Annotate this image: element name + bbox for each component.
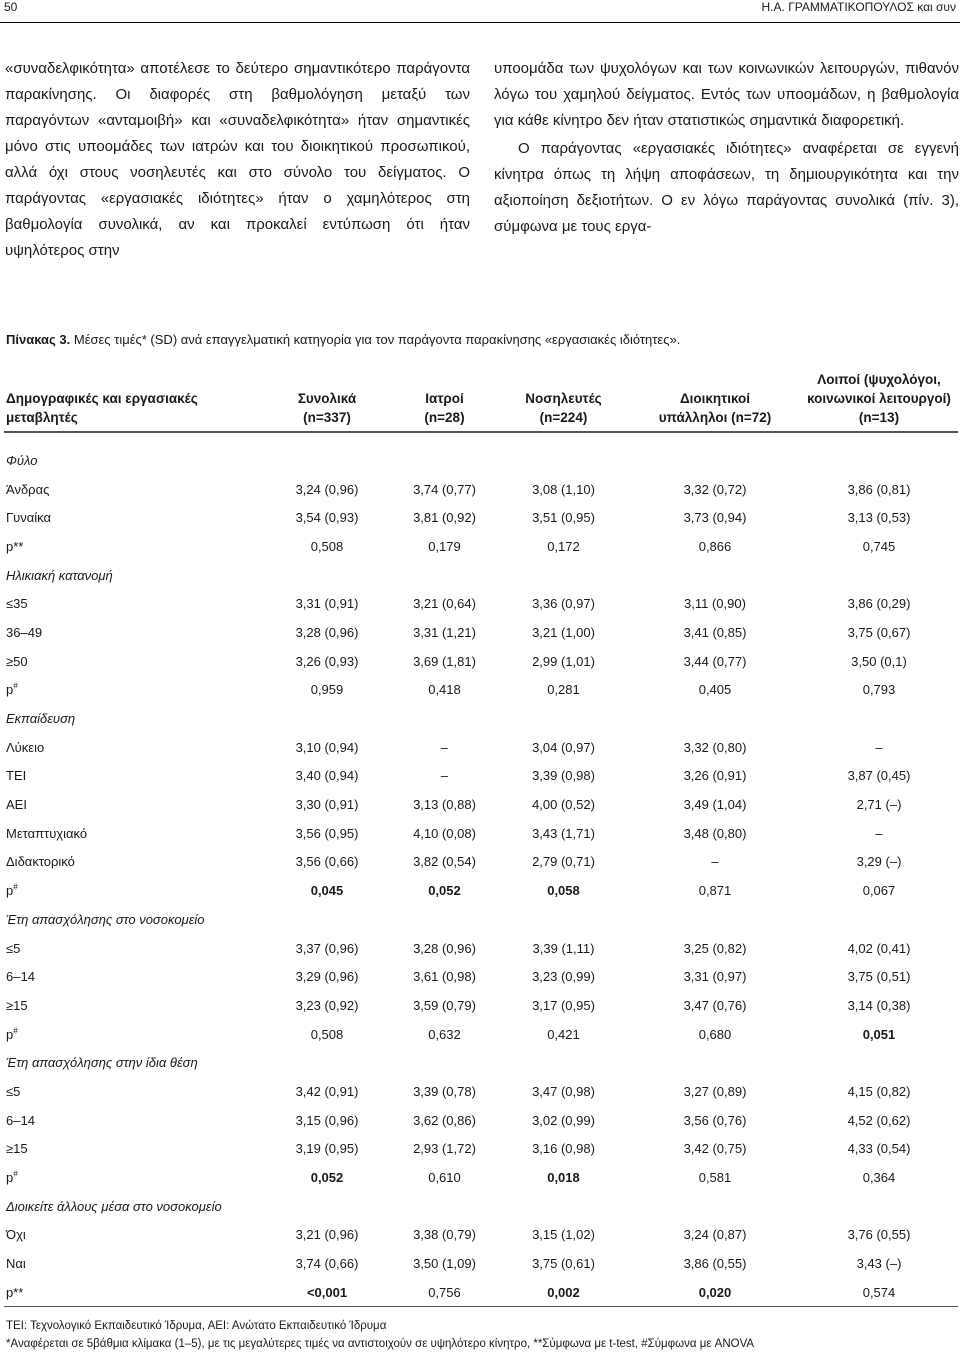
table-cell: 4,52 (0,62) bbox=[847, 1112, 911, 1128]
table-section-row bbox=[4, 1048, 958, 1077]
table-cell: 3,86 (0,29) bbox=[847, 596, 911, 612]
table-cell: 3,24 (0,96) bbox=[295, 481, 359, 497]
table-section-row bbox=[4, 1192, 958, 1221]
table-cell: 0,581 bbox=[698, 1170, 732, 1186]
table-cell: 3,28 (0,96) bbox=[295, 624, 359, 640]
row-label: p# bbox=[6, 882, 18, 899]
table-cell: 0,405 bbox=[698, 682, 732, 698]
table-cell: 3,24 (0,87) bbox=[683, 1227, 747, 1243]
row-label: ΤΕΙ bbox=[6, 768, 27, 784]
row-label: ≥15 bbox=[6, 997, 28, 1013]
row-label: ΑΕΙ bbox=[6, 797, 27, 813]
table-cell: 3,61 (0,98) bbox=[413, 969, 476, 985]
table-cell: 3,13 (0,53) bbox=[847, 510, 911, 526]
footnote-abbreviations: ΤΕΙ: Τεχνολογικό Εκπαιδευτικό Ίδρυμα, ΑΕΙ: Ανώτατο Εκπαιδευτικό Ίδρυμα bbox=[6, 1320, 387, 1332]
table-row bbox=[4, 676, 958, 705]
section-label: Έτη απασχόλησης στο νοσοκομείο bbox=[6, 911, 205, 927]
table-row bbox=[4, 618, 958, 647]
table-cell: 3,31 (1,21) bbox=[413, 624, 476, 640]
anova-marker: # bbox=[13, 1169, 18, 1179]
table-cell: 3,39 (0,98) bbox=[532, 768, 595, 784]
table-cell: 3,56 (0,95) bbox=[295, 825, 359, 841]
table-cell: 3,49 (1,04) bbox=[683, 797, 747, 813]
table-cell: 3,87 (0,45) bbox=[847, 768, 911, 784]
table-cell: 3,47 (0,76) bbox=[683, 997, 747, 1013]
row-label: p** bbox=[6, 538, 24, 554]
col-header-variables: Δημογραφικές και εργασιακές μεταβλητές bbox=[4, 362, 262, 432]
table-cell: 3,40 (0,94) bbox=[295, 768, 359, 784]
table-cell: 3,50 (1,09) bbox=[413, 1256, 476, 1272]
table-row bbox=[4, 532, 958, 561]
row-label: ≤35 bbox=[6, 596, 28, 612]
col-header-total: Συνολικά (n=337) bbox=[262, 362, 392, 432]
table-row bbox=[4, 503, 958, 532]
body-paragraph: υποομάδα των ψυχολόγων και των κοινωνικών λειτουργών, πιθανόν λόγω του χαμηλού δείγματος. Εντός των υποομάδων, η βαθμολογία για κάθε κίνητρο δεν ήταν στατιστικώς σημαντικά διαφορετική. bbox=[494, 60, 959, 129]
table-cell: 3,75 (0,67) bbox=[847, 624, 911, 640]
table-cell: 3,42 (0,91) bbox=[295, 1083, 359, 1099]
table-row bbox=[4, 1135, 958, 1164]
table-cell: 0,045 bbox=[310, 883, 344, 899]
table-cell: 3,39 (1,11) bbox=[532, 940, 595, 956]
table-cell: 0,052 bbox=[428, 883, 461, 899]
table-cell: 3,81 (0,92) bbox=[413, 510, 476, 526]
section-label: Ηλικιακή κατανομή bbox=[6, 567, 113, 583]
col-header-administrative: Διοικητικοί υπάλληλοι (n=72) bbox=[630, 362, 800, 432]
table-cell: 3,56 (0,76) bbox=[683, 1112, 747, 1128]
row-label: 36–49 bbox=[6, 624, 43, 640]
table-cell: 3,54 (0,93) bbox=[295, 510, 359, 526]
table-cell: 3,10 (0,94) bbox=[295, 739, 359, 755]
table-cell: 0,421 bbox=[547, 1026, 580, 1042]
table-cell: 3,36 (0,97) bbox=[532, 596, 595, 612]
section-label: Διοικείτε άλλους μέσα στο νοσοκομείο bbox=[6, 1198, 222, 1214]
table-cell: 3,50 (0,1) bbox=[851, 653, 907, 669]
table-cell: 3,21 (0,96) bbox=[295, 1227, 359, 1243]
table-cell: 3,41 (0,85) bbox=[683, 624, 747, 640]
col-header-physicians: Ιατροί (n=28) bbox=[392, 362, 497, 432]
table-cell: 4,33 (0,54) bbox=[847, 1141, 911, 1157]
table-cell: 3,74 (0,77) bbox=[413, 481, 476, 497]
table-cell: 3,17 (0,95) bbox=[532, 997, 595, 1013]
table-section-row bbox=[4, 446, 958, 475]
table-section-row bbox=[4, 561, 958, 590]
table-cell: 3,25 (0,82) bbox=[683, 940, 747, 956]
table-cell: 0,756 bbox=[392, 1278, 497, 1307]
table-cell: 3,75 (0,61) bbox=[532, 1256, 595, 1272]
table-section-row bbox=[4, 905, 958, 934]
row-label: p# bbox=[6, 1169, 18, 1186]
table-cell: 0,866 bbox=[698, 538, 732, 554]
table-cell: 0,508 bbox=[310, 538, 344, 554]
table-footnotes bbox=[6, 1317, 956, 1353]
table-cell: 4,00 (0,52) bbox=[532, 797, 595, 813]
table-cell: 3,23 (0,99) bbox=[532, 969, 595, 985]
table-cell: 2,93 (1,72) bbox=[413, 1141, 476, 1157]
row-label: p** bbox=[4, 1278, 262, 1307]
body-column-right bbox=[494, 56, 959, 240]
section-label: Φύλο bbox=[6, 452, 38, 468]
table-cell: 3,30 (0,91) bbox=[295, 797, 359, 813]
table-cell: 3,16 (0,98) bbox=[532, 1141, 595, 1157]
table-cell: 4,15 (0,82) bbox=[847, 1083, 911, 1099]
table-cell: 2,79 (0,71) bbox=[532, 854, 595, 870]
row-label: ≥50 bbox=[6, 653, 28, 669]
table-cell: 3,44 (0,77) bbox=[683, 653, 747, 669]
table-cell: 3,86 (0,55) bbox=[683, 1256, 747, 1272]
table-cell: 0,508 bbox=[310, 1026, 344, 1042]
table-cell: 3,39 (0,78) bbox=[413, 1083, 476, 1099]
row-label: Μεταπτυχιακό bbox=[6, 825, 88, 841]
table-row bbox=[4, 819, 958, 848]
table-row bbox=[4, 1221, 958, 1250]
table-spacer bbox=[4, 432, 958, 446]
table-cell: 0,871 bbox=[698, 883, 732, 899]
anova-marker: # bbox=[13, 682, 18, 692]
table-cell: 3,56 (0,66) bbox=[295, 854, 359, 870]
row-label: ≥15 bbox=[6, 1141, 28, 1157]
section-label: Εκπαίδευση bbox=[6, 711, 76, 727]
table-cell: <0,001 bbox=[262, 1278, 392, 1307]
row-label: ≤5 bbox=[6, 940, 21, 956]
table-cell: 3,29 (–) bbox=[856, 854, 902, 870]
footnote-notes: *Αναφέρεται σε 5βάθμια κλίμακα (1–5), με τις μεγαλύτερες τιμές να αντιστοιχούν σε υψηλότερο κίνητρο, **Σύμφωνα με t-test, #Σύμφωνα με ANOVA bbox=[6, 1338, 755, 1350]
table-cell: 3,26 (0,91) bbox=[683, 768, 747, 784]
table-caption bbox=[6, 332, 956, 348]
table-cell: 3,37 (0,96) bbox=[295, 940, 359, 956]
table-cell: 3,26 (0,93) bbox=[295, 653, 359, 669]
table-cell: 0,020 bbox=[630, 1278, 800, 1307]
table-cell: 0,018 bbox=[547, 1170, 580, 1186]
table-cell: 0,172 bbox=[547, 538, 580, 554]
table-cell: 3,62 (0,86) bbox=[413, 1112, 476, 1128]
table-cell: 3,59 (0,79) bbox=[413, 997, 476, 1013]
table-row bbox=[4, 1163, 958, 1192]
table-cell: 3,82 (0,54) bbox=[413, 854, 476, 870]
row-label: 6–14 bbox=[6, 1112, 35, 1128]
table-cell: 0,610 bbox=[428, 1170, 461, 1186]
table-cell: 0,959 bbox=[310, 682, 344, 698]
table-cell: 3,51 (0,95) bbox=[532, 510, 595, 526]
table-cell: 3,42 (0,75) bbox=[683, 1141, 747, 1157]
anova-marker: # bbox=[13, 1026, 18, 1036]
table-cell: 0,051 bbox=[862, 1026, 896, 1042]
table-row bbox=[4, 1020, 958, 1049]
row-label: 6–14 bbox=[6, 969, 35, 985]
body-paragraph: «συναδελφικότητα» αποτέλεσε το δεύτερο σημαντικότερο παράγοντα παρακίνησης. Οι διαφορές στη βαθμολόγηση μεταξύ των παραγόντων «ανταμοιβή» και «συναδελφικότητα» ήταν σημαντικές μόνο στις υποομάδες των ιατρών και του διοικητικού προσωπικού, αλλά όχι στους νοσηλευτές και στο σύνολο του δείγματος. Ο παράγοντας «εργασιακές ιδιότητες» ήταν ο χαμηλότερος στη βαθμολογία συνολικά, αν και προκαλεί εντύπωση ότι ήταν υψηλότερος στην bbox=[5, 60, 470, 259]
table-cell: 3,29 (0,96) bbox=[295, 969, 359, 985]
table-row bbox=[4, 991, 958, 1020]
table-cell: 0,058 bbox=[547, 883, 580, 899]
table-cell: 4,10 (0,08) bbox=[413, 825, 476, 841]
row-label: p# bbox=[6, 682, 18, 698]
running-author: Η.Α. ΓΡΑΜΜΑΤΙΚΟΠΟΥΛΟΣ και συν bbox=[761, 0, 956, 14]
table-row bbox=[4, 475, 958, 504]
table-cell: 0,418 bbox=[428, 682, 461, 698]
row-label: Άνδρας bbox=[6, 481, 50, 497]
row-label: Όχι bbox=[6, 1227, 26, 1243]
table-cell: 3,27 (0,89) bbox=[683, 1083, 747, 1099]
table-header-row bbox=[4, 362, 958, 432]
section-label: Έτη απασχόλησης στην ίδια θέση bbox=[6, 1055, 198, 1071]
table-cell: 0,002 bbox=[497, 1278, 630, 1307]
table-cell: – bbox=[875, 739, 883, 755]
table-section-row bbox=[4, 704, 958, 733]
header-rule bbox=[0, 22, 960, 23]
page-number: 50 bbox=[4, 0, 18, 14]
table-cell: 3,43 (–) bbox=[856, 1256, 902, 1272]
table-cell: 3,13 (0,88) bbox=[413, 797, 476, 813]
table-cell: 3,43 (1,71) bbox=[532, 825, 595, 841]
table-cell: 3,31 (0,97) bbox=[683, 969, 747, 985]
table-row bbox=[4, 1249, 958, 1278]
table-row bbox=[4, 1278, 958, 1307]
table-row bbox=[4, 589, 958, 618]
table-row bbox=[4, 1077, 958, 1106]
table-cell: 0,680 bbox=[698, 1026, 732, 1042]
results-table bbox=[4, 362, 958, 1307]
table-cell: 3,21 (0,64) bbox=[413, 596, 476, 612]
table-row bbox=[4, 848, 958, 877]
table-cell: 0,364 bbox=[862, 1170, 896, 1186]
table-cell: 3,23 (0,92) bbox=[295, 997, 359, 1013]
table-cell: 2,71 (–) bbox=[856, 797, 902, 813]
table-row bbox=[4, 790, 958, 819]
table-cell: 3,08 (1,10) bbox=[532, 481, 595, 497]
table-cell: – bbox=[440, 739, 449, 755]
table-row bbox=[4, 934, 958, 963]
table-cell: 0,179 bbox=[428, 538, 461, 554]
table-cell: 0,574 bbox=[800, 1278, 958, 1307]
table-cell: 0,052 bbox=[310, 1170, 344, 1186]
running-header bbox=[0, 0, 960, 14]
table-cell: 3,38 (0,79) bbox=[413, 1227, 476, 1243]
table-cell: 2,99 (1,01) bbox=[532, 653, 595, 669]
table-cell: 3,19 (0,95) bbox=[295, 1141, 359, 1157]
table-cell: 0,281 bbox=[547, 682, 580, 698]
table-cell: 3,76 (0,55) bbox=[847, 1227, 911, 1243]
row-label: Γυναίκα bbox=[6, 510, 52, 526]
table-cell: 4,02 (0,41) bbox=[847, 940, 911, 956]
table-cell: 3,69 (1,81) bbox=[413, 653, 476, 669]
table-cell: – bbox=[440, 768, 449, 784]
body-paragraph: Ο παράγοντας «εργασιακές ιδιότητες» αναφέρεται σε εγγενή κίνητρα όπως τη λήψη αποφάσεων, τη δημιουργικότητα και την αξιοποίηση δεξιοτήτων. Ο εν λόγω παράγοντας συνολικά (πίν. 3), σύμφωνα με τους εργα- bbox=[494, 140, 959, 235]
table-row bbox=[4, 1106, 958, 1135]
col-header-others: Λοιποί (ψυχολόγοι, κοινωνικοί λειτουργοί) (n=13) bbox=[800, 362, 958, 432]
table-row bbox=[4, 962, 958, 991]
table-cell: 3,48 (0,80) bbox=[683, 825, 747, 841]
table-cell: 0,067 bbox=[862, 883, 896, 899]
table-cell: 3,04 (0,97) bbox=[532, 739, 595, 755]
row-label: p# bbox=[6, 1026, 18, 1042]
table-cell: 3,32 (0,80) bbox=[683, 739, 747, 755]
table-row bbox=[4, 876, 958, 905]
table-cell: 3,73 (0,94) bbox=[683, 510, 747, 526]
row-label: ≤5 bbox=[6, 1083, 21, 1099]
table-cell: 3,75 (0,51) bbox=[847, 969, 911, 985]
table-cell: 3,32 (0,72) bbox=[683, 481, 747, 497]
table-cell: 3,02 (0,99) bbox=[532, 1112, 595, 1128]
anova-marker: # bbox=[13, 882, 18, 892]
table-cell: 3,15 (0,96) bbox=[295, 1112, 359, 1128]
table-row bbox=[4, 762, 958, 791]
table-cell: 3,15 (1,02) bbox=[532, 1227, 595, 1243]
row-label: Λύκειο bbox=[6, 739, 45, 755]
table-cell: 3,86 (0,81) bbox=[847, 481, 911, 497]
table-cell: – bbox=[875, 825, 883, 841]
table-cell: 3,47 (0,98) bbox=[532, 1083, 595, 1099]
table-cell: – bbox=[711, 854, 719, 870]
table-row bbox=[4, 647, 958, 676]
table-cell: 0,632 bbox=[428, 1026, 461, 1042]
table-cell: 3,31 (0,91) bbox=[295, 596, 359, 612]
table-caption-label: Πίνακας 3. bbox=[6, 332, 71, 347]
table-cell: 3,14 (0,38) bbox=[847, 997, 911, 1013]
col-header-nurses: Νοσηλευτές (n=224) bbox=[497, 362, 630, 432]
table-cell: 3,28 (0,96) bbox=[413, 940, 476, 956]
table-caption-text: Μέσες τιμές* (SD) ανά επαγγελματική κατηγορία για τον παράγοντα παρακίνησης «εργασιακές ιδιότητες». bbox=[70, 332, 681, 347]
table-cell: 3,74 (0,66) bbox=[295, 1256, 359, 1272]
body-column-left bbox=[5, 56, 470, 264]
row-label: Διδακτορικό bbox=[6, 854, 75, 870]
table-cell: 0,745 bbox=[862, 538, 896, 554]
row-label: Ναι bbox=[6, 1256, 26, 1272]
table-cell: 3,11 (0,90) bbox=[684, 596, 746, 612]
table-row bbox=[4, 733, 958, 762]
table-cell: 3,21 (1,00) bbox=[532, 624, 595, 640]
table-cell: 0,793 bbox=[862, 682, 896, 698]
